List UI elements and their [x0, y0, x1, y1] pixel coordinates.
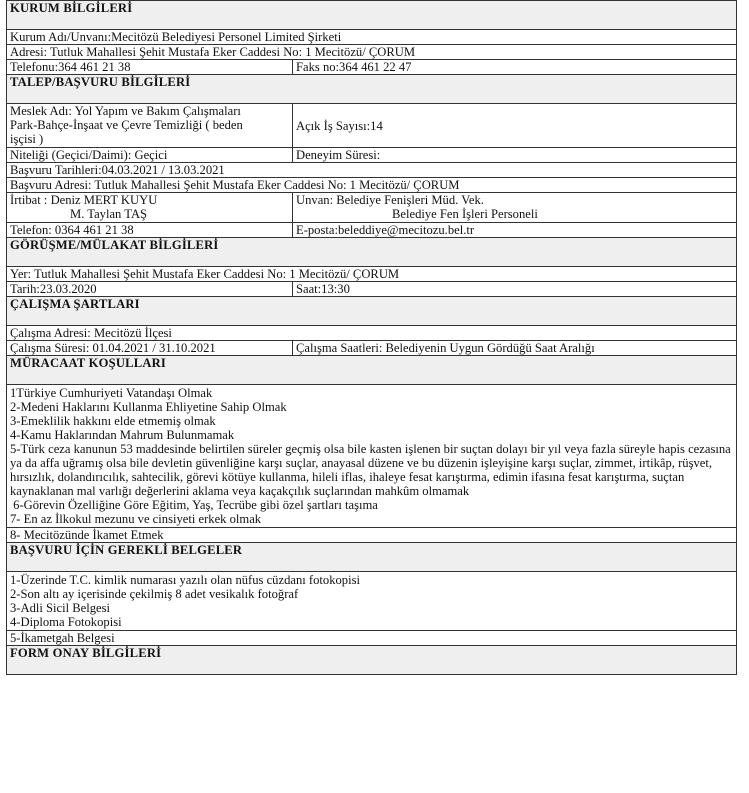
talep-telefon: Telefon: 0364 461 21 38 — [7, 223, 293, 238]
unvan-line-1: Unvan: Belediye Fenişleri Müd. Vek. — [296, 193, 484, 207]
section-header-muracaat: MÜRACAAT KOŞULLARI — [7, 356, 737, 385]
belge-item: 1-Üzerinde T.C. kimlik numarası yazılı olan nüfus cüzdanı fotokopisi — [10, 573, 360, 587]
irtibat — [7, 193, 293, 223]
basvuru-tarihleri: Başvuru Tarihleri:04.03.2021 / 13.03.2021 — [7, 163, 737, 178]
talep-eposta: E-posta:beleddiye@mecitozu.bel.tr — [293, 223, 737, 238]
job-posting-form — [6, 0, 736, 675]
meslek-line: işçisi ) — [10, 132, 44, 146]
acik-is-sayisi: Açık İş Sayısı:14 — [293, 104, 737, 148]
section-header-belgeler: BAŞVURU İÇİN GEREKLİ BELGELER — [7, 543, 737, 572]
basvuru-adresi: Başvuru Adresi: Tutluk Mahallesi Şehit Mustafa Eker Caddesi No: 1 Mecitözü/ ÇORUM — [7, 178, 737, 193]
gorusme-yer: Yer: Tutluk Mahallesi Şehit Mustafa Eker Caddesi No: 1 Mecitözü/ ÇORUM — [7, 267, 737, 282]
belgeler-list — [7, 572, 737, 631]
muracaat-item: 2-Medeni Haklarını Kullanma Ehliyetine Sahip Olmak — [10, 400, 287, 414]
deneyim-suresi: Deneyim Süresi: — [293, 148, 737, 163]
meslek-line: Park-Bahçe-İnşaat ve Çevre Temizliği ( beden — [10, 118, 243, 132]
meslek-adi — [7, 104, 293, 148]
section-header-calisma: ÇALIŞMA ŞARTLARI — [7, 297, 737, 326]
section-header-form-onay: FORM ONAY BİLGİLERİ — [7, 646, 737, 675]
muracaat-list — [7, 385, 737, 528]
muracaat-item: 6-Görevin Özelliğine Göre Eğitim, Yaş, Tecrübe gibi özel şartları taşıma — [10, 498, 378, 512]
kurum-telefon: Telefonu:364 461 21 38 — [7, 60, 293, 75]
gorusme-tarih: Tarih:23.03.2020 — [7, 282, 293, 297]
form-table — [6, 0, 737, 675]
section-header-gorusme: GÖRÜŞME/MÜLAKAT BİLGİLERİ — [7, 238, 737, 267]
niteligi: Niteliği (Geçici/Daimi): Geçici — [7, 148, 293, 163]
belge-item: 3-Adli Sicil Belgesi — [10, 601, 111, 615]
section-header-kurum: KURUM BİLGİLERİ — [7, 1, 737, 30]
muracaat-item: 4-Kamu Haklarından Mahrum Bulunmamak — [10, 428, 235, 442]
calisma-suresi: Çalışma Süresi: 01.04.2021 / 31.10.2021 — [7, 341, 293, 356]
irtibat-line-1: İrtibat : Deniz MERT KUYU — [10, 193, 158, 207]
muracaat-item: 3-Emeklilik hakkını elde etmemiş olmak — [10, 414, 216, 428]
muracaat-item: 1Türkiye Cumhuriyeti Vatandaşı Olmak — [10, 386, 213, 400]
section-header-talep: TALEP/BAŞVURU BİLGİLERİ — [7, 75, 737, 104]
gorusme-saat: Saat:13:30 — [293, 282, 737, 297]
muracaat-item: 7- En az İlkokul mezunu ve cinsiyeti erkek olmak — [10, 512, 262, 526]
unvan — [293, 193, 737, 223]
calisma-saatleri: Çalışma Saatleri: Belediyenin Uygun Gördüğü Saat Aralığı — [293, 341, 737, 356]
kurum-adres: Adresi: Tutluk Mahallesi Şehit Mustafa Eker Caddesi No: 1 Mecitözü/ ÇORUM — [7, 45, 737, 60]
unvan-line-2: Belediye Fen İşleri Personeli — [392, 207, 538, 221]
kurum-adi: Kurum Adı/Unvanı:Mecitözü Belediyesi Personel Limited Şirketi — [7, 30, 737, 45]
meslek-line: Meslek Adı: Yol Yapım ve Bakım Çalışmaları — [10, 104, 241, 118]
muracaat-item: 5-Türk ceza kanunun 53 maddesinde belirtilen süreler geçmiş olsa bile kasten işlenen bir suçtan dolayı bir yıl veya fazla süreyle hapis cezasına ya da affa uğramış olsa bile devletin güvenliğine karşı suçlar, anayasal düzene ve bu düzenin işleyişine karşı suçlar, zimmet, irtikâp, rüşvet, hırsızlık, dolandırıcılık, sahtecilik, görevi kötüye kullanma, hileli iflas, ihaleye fesat karıştırma, edimin ifasına fesat karıştırma, suçtan kaynaklanan mal varlığı değerlerini aklama veya kaçakçılık suçlarından mahkûm olmamak — [10, 442, 731, 498]
muracaat-item-last: 8- Mecitözünde İkamet Etmek — [7, 528, 737, 543]
belge-item: 2-Son altı ay içerisinde çekilmiş 8 adet vesikalık fotoğraf — [10, 587, 299, 601]
belge-item: 4-Diploma Fotokopisi — [10, 615, 122, 629]
irtibat-line-2: M. Taylan TAŞ — [70, 207, 148, 221]
kurum-faks: Faks no:364 461 22 47 — [293, 60, 737, 75]
belge-item-last: 5-İkametgah Belgesi — [7, 631, 737, 646]
calisma-adresi: Çalışma Adresi: Mecitözü İlçesi — [7, 326, 737, 341]
